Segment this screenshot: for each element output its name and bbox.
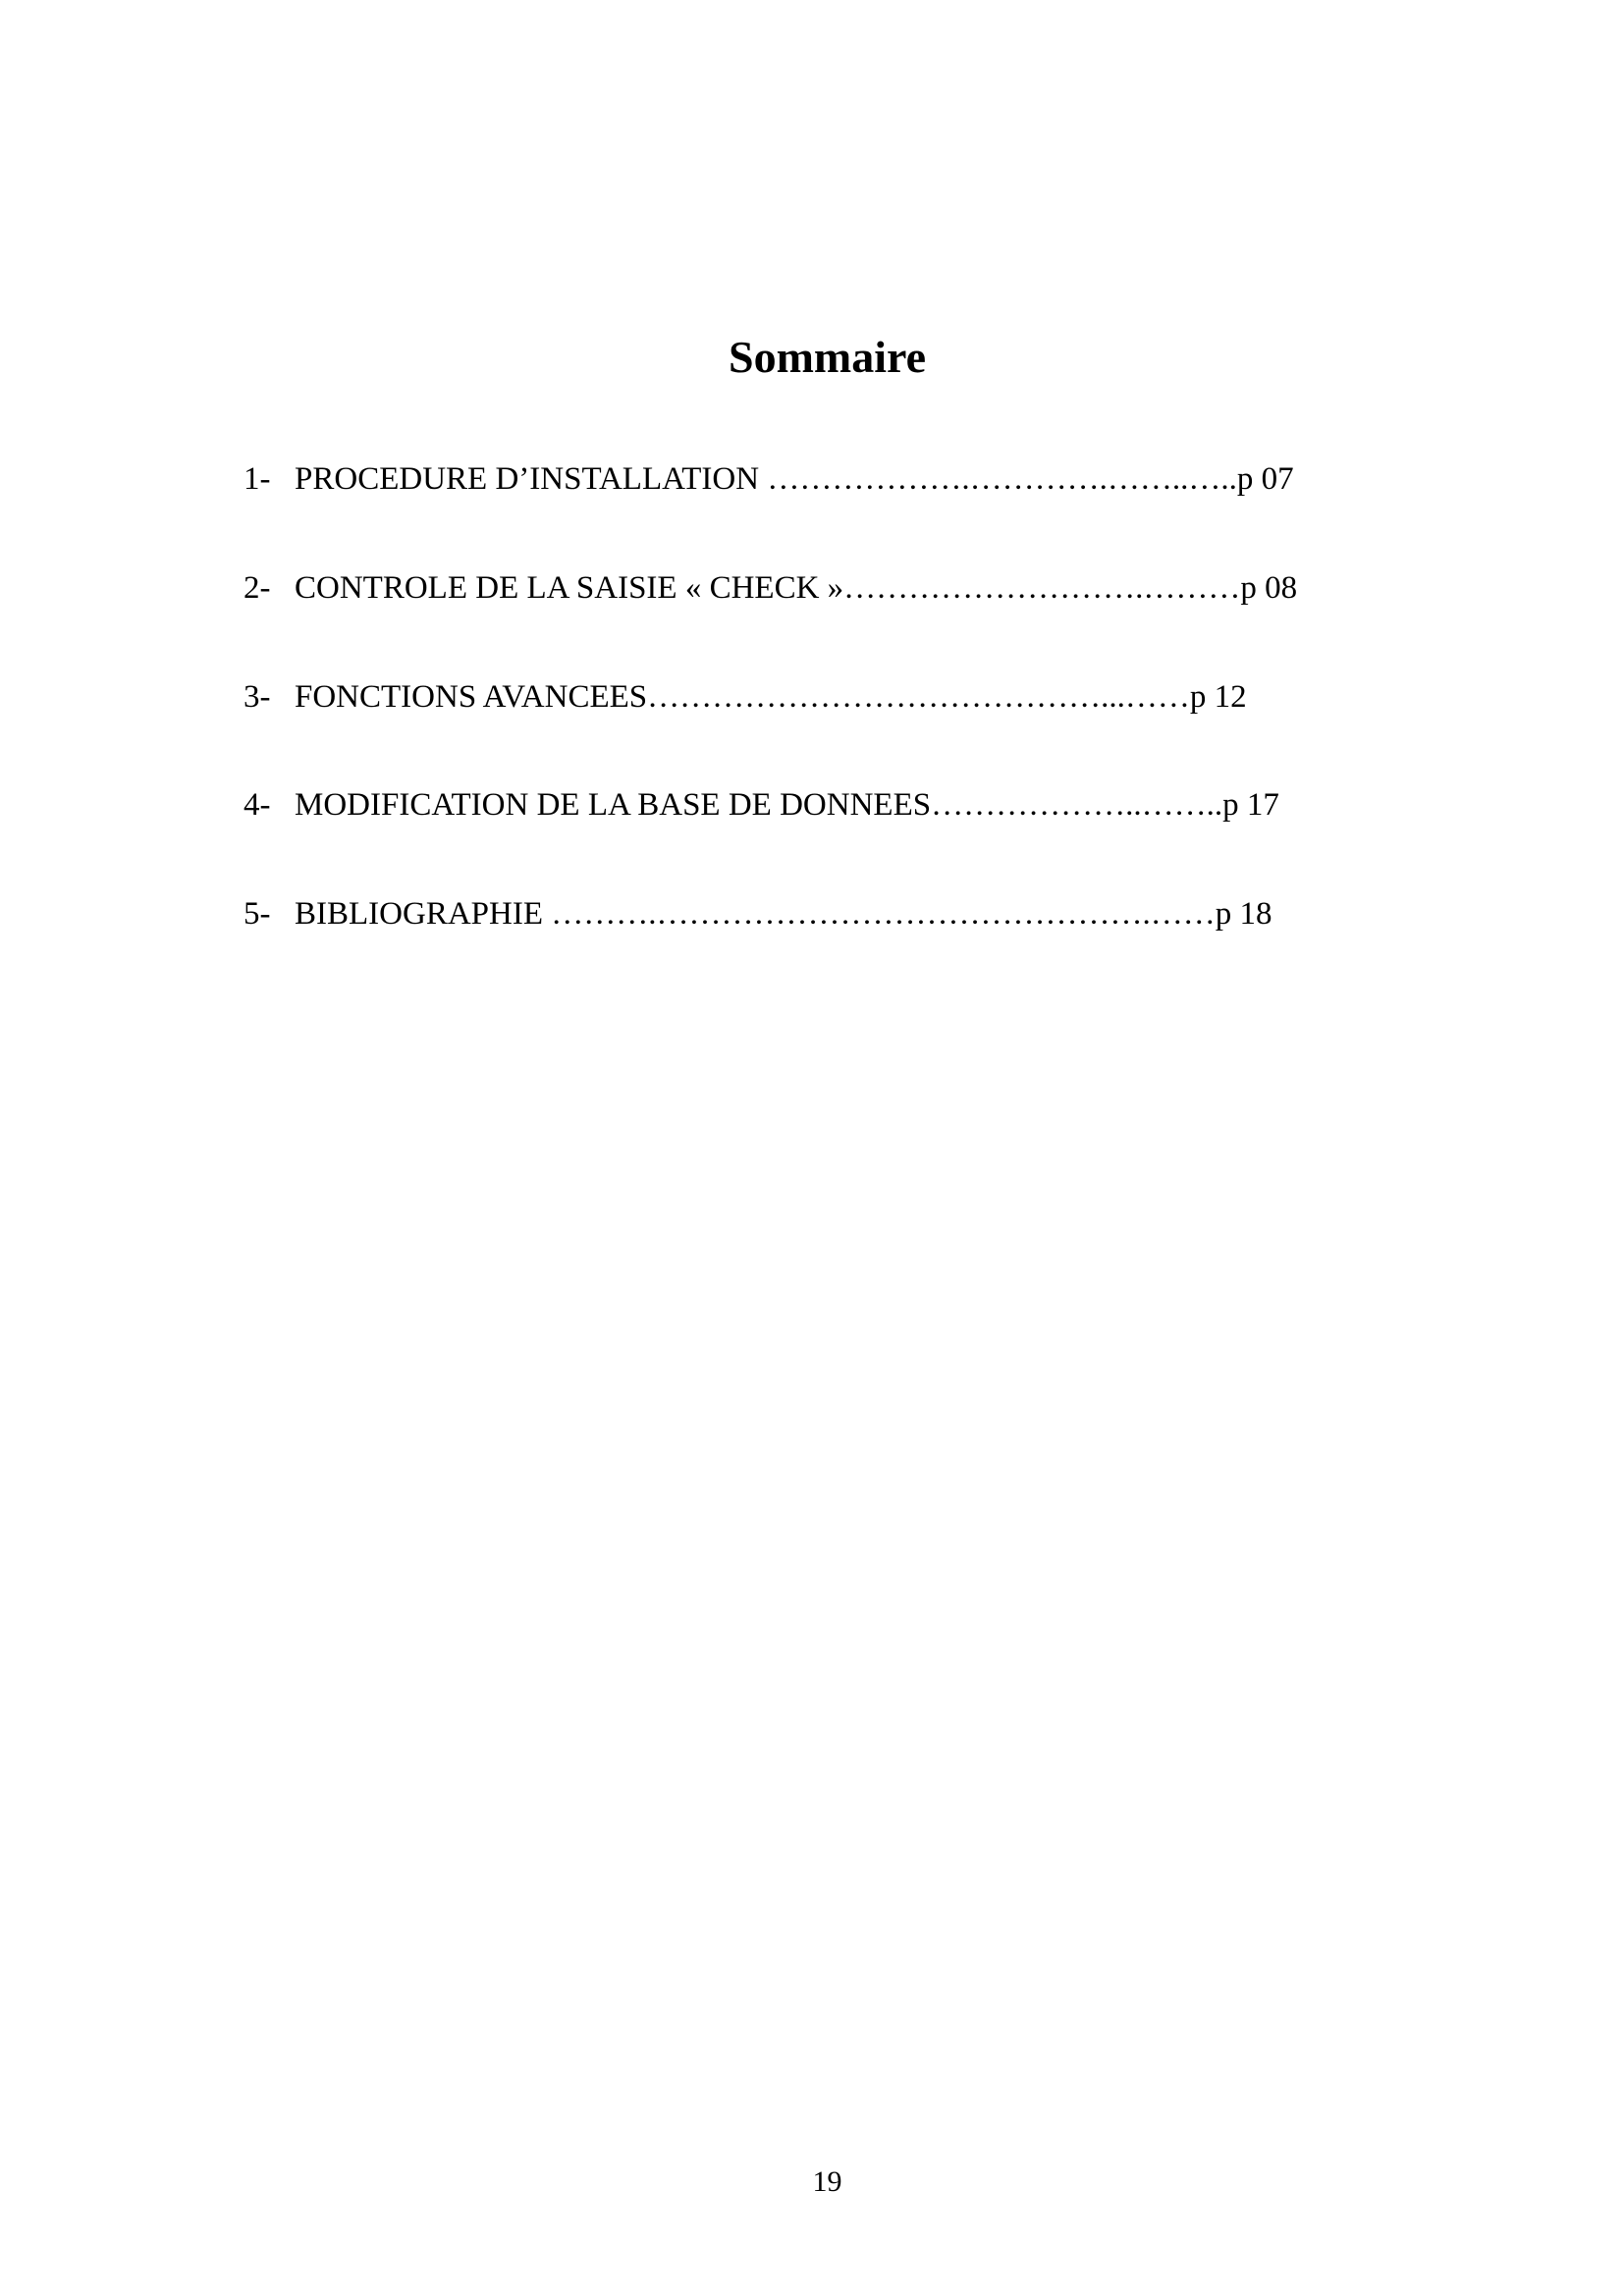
page-title: Sommaire bbox=[728, 332, 926, 382]
toc-entry-2 bbox=[244, 568, 1297, 608]
toc-entry-number: 2- bbox=[244, 570, 271, 606]
toc-entry-number: 3- bbox=[244, 679, 271, 715]
toc-entry-text: PROCEDURE D’INSTALLATION ……………….………….……..…..p 07 bbox=[295, 461, 1294, 497]
toc-entry-text: MODIFICATION DE LA BASE DE DONNEES………………..……..p 17 bbox=[295, 787, 1279, 823]
toc-entry-number: 1- bbox=[244, 461, 271, 497]
page-number: 19 bbox=[812, 2165, 842, 2198]
toc-entry-3 bbox=[244, 677, 1247, 717]
toc-entry-5 bbox=[244, 894, 1272, 934]
toc-entry-text: BIBLIOGRAPHIE ……….……………………………………….……p 18 bbox=[295, 896, 1272, 932]
toc-entry-4 bbox=[244, 785, 1279, 825]
toc-entry-text: FONCTIONS AVANCEES……………………………………...……p 12 bbox=[295, 679, 1247, 715]
toc-entry-text: CONTROLE DE LA SAISIE « CHECK »……………………….………p 08 bbox=[295, 570, 1298, 606]
toc-entry-number: 4- bbox=[244, 787, 271, 823]
toc-entry-1 bbox=[244, 459, 1294, 499]
toc-entry-number: 5- bbox=[244, 896, 271, 932]
